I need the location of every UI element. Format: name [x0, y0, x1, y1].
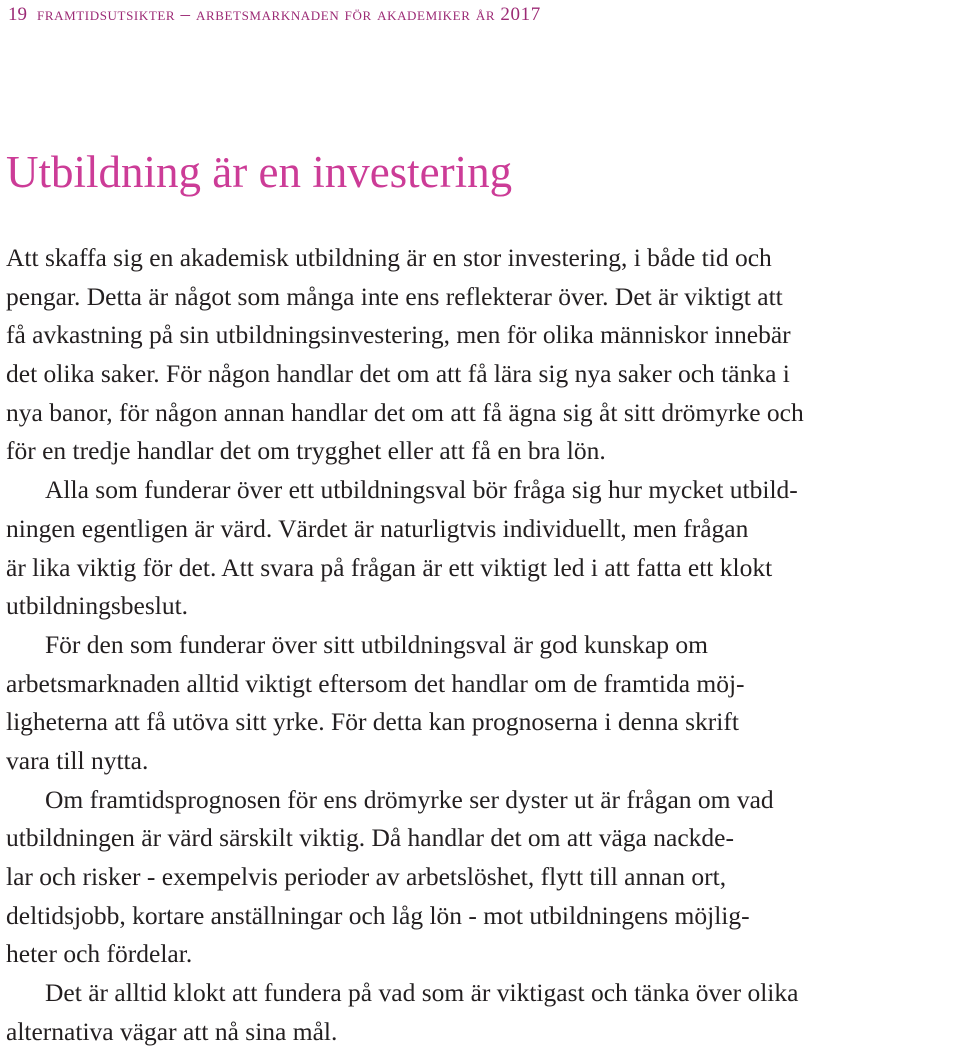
text-line: Det är alltid klokt att fundera på vad som är viktigast och tänka över olika	[45, 978, 799, 1008]
text-line: lar och risker - exempelvis perioder av arbetslöshet, flytt till annan ort,	[6, 862, 727, 891]
text-line: utbildningsbeslut.	[6, 591, 189, 621]
text-line: För den som funderar över sitt utbildningsval är god kunskap om	[45, 629, 708, 659]
paragraph-2	[6, 471, 958, 626]
text-line: det olika saker. För någon handlar det om att få lära sig nya saker och tänka i	[6, 359, 790, 389]
text-line: pengar. Detta är något som många inte ens reflekterar över. Det är viktigt att	[6, 281, 783, 311]
text-line: utbildningen är värd särskilt viktig. Då handlar det om att väga nackde-	[6, 823, 734, 853]
text-line: arbetsmarknaden alltid viktigt eftersom det handlar om de framtida möj-	[6, 668, 745, 698]
text-line: Om framtidsprognosen för ens drömyrke ser dyster ut är frågan om vad	[45, 784, 774, 814]
text-line: ligheterna att få utöva sitt yrke. För detta kan prognoserna i denna skrift	[6, 707, 739, 737]
paragraph-5	[6, 974, 958, 1051]
paragraph-4	[6, 781, 958, 974]
page-title: Utbildning är en investering	[6, 147, 513, 197]
text-line: få avkastning på sin utbildningsinvestering, men för olika människor innebär	[6, 320, 791, 350]
text-line: vara till nytta.	[6, 745, 149, 775]
running-header-title: framtidsutsikter – arbetsmarknaden för akademiker år 2017	[37, 4, 541, 25]
text-line: deltidsjobb, kortare anställningar och låg lön - mot utbildningens möjlig-	[6, 900, 750, 930]
text-line: ningen egentligen är värd. Värdet är naturligtvis individuellt, men frågan	[6, 513, 749, 543]
text-line: är lika viktig för det. Att svara på frågan är ett viktigt led i att fatta ett klokt	[6, 552, 773, 582]
body-text	[6, 239, 958, 1051]
text-line: nya banor, för någon annan handlar det om att få ägna sig åt sitt drömyrke och	[6, 397, 804, 427]
text-line: Att skaffa sig en akademisk utbildning är en stor investering, i både tid och	[6, 243, 772, 272]
text-line: för en tredje handlar det om trygghet eller att få en bra lön.	[6, 436, 606, 466]
page-number: 19	[8, 4, 27, 25]
paragraph-1	[6, 239, 958, 471]
text-line: heter och fördelar.	[6, 939, 193, 969]
text-line: alternativa vägar att nå sina mål.	[6, 1016, 338, 1046]
paragraph-3	[6, 626, 958, 781]
text-line: Alla som funderar över ett utbildningsval bör fråga sig hur mycket utbild-	[45, 475, 798, 505]
running-header	[8, 4, 541, 26]
